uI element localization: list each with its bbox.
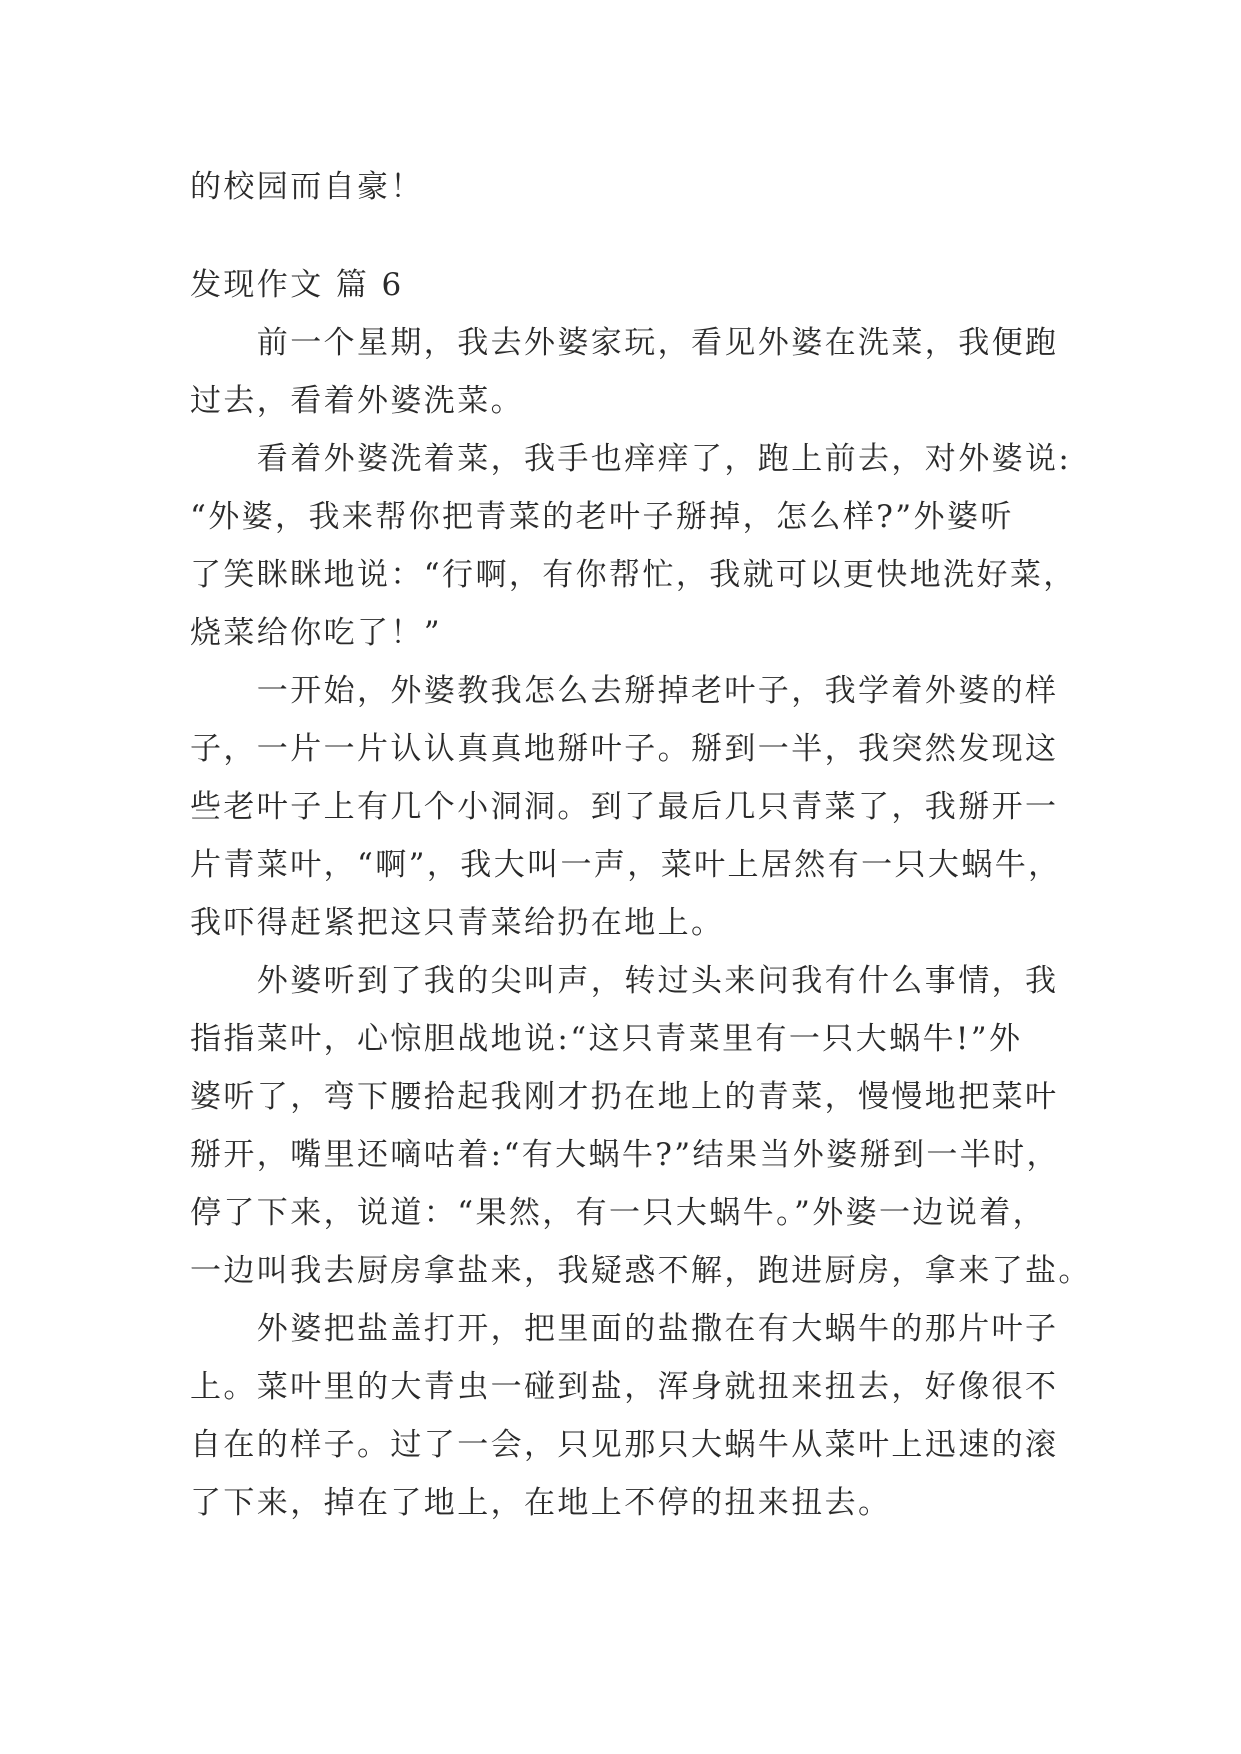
paragraph-line: 了笑眯眯地说：“行啊，有你帮忙，我就可以更快地洗好菜， [190,557,1077,593]
paragraph-1 [190,314,1060,430]
paragraph-line: 我吓得赶紧把这只青菜给扔在地上。 [190,905,725,941]
paragraph-line: 一边叫我去厨房拿盐来，我疑惑不解，跑进厨房，拿来了盐。 [190,1253,1092,1289]
paragraph-line: 看着外婆洗着菜，我手也痒痒了，跑上前去，对外婆说: [190,441,1072,477]
paragraph-line: 指指菜叶，心惊胆战地说:“这只青菜里有一只大蜗牛!”外 [190,1021,1023,1057]
paragraph-5 [190,1300,1060,1532]
paragraph-line: 上。菜叶里的大青虫一碰到盐，浑身就扭来扭去，好像很不 [190,1369,1059,1405]
document-body [190,158,1092,1532]
paragraph-line: 掰开，嘴里还嘀咕着:“有大蜗牛?”结果当外婆掰到一半时， [190,1137,1060,1173]
paragraph-line: 片青菜叶，“啊”，我大叫一声，菜叶上居然有一只大蜗牛， [190,847,1062,883]
section-title: 发现作文 篇 6 [190,267,404,303]
paragraph-3 [190,662,1060,952]
paragraph-line: 婆听了，弯下腰拾起我刚才扔在地上的青菜，慢慢地把菜叶 [190,1079,1059,1115]
top-fragment-line: 的校园而自豪！ [190,169,424,205]
section-gap [190,216,1060,256]
paragraph-4 [190,952,1092,1300]
paragraph-line: 前一个星期，我去外婆家玩，看见外婆在洗菜，我便跑 [190,325,1059,361]
paragraph-line: 了下来，掉在了地上，在地上不停的扭来扭去。 [190,1485,892,1521]
paragraph-line: “外婆，我来帮你把青菜的老叶子掰掉，怎么样?”外婆听 [190,499,1014,535]
paragraph-line: 自在的样子。过了一会，只见那只大蜗牛从菜叶上迅速的滚 [190,1427,1059,1463]
paragraph-line: 外婆把盐盖打开，把里面的盐撒在有大蜗牛的那片叶子 [190,1311,1059,1347]
paragraph-line: 过去，看着外婆洗菜。 [190,383,524,419]
paragraph-line: 些老叶子上有几个小洞洞。到了最后几只青菜了，我掰开一 [190,789,1059,825]
paragraph-line: 一开始，外婆教我怎么去掰掉老叶子，我学着外婆的样 [190,673,1059,709]
paragraph-line: 停了下来，说道：“果然，有一只大蜗牛。”外婆一边说着， [190,1195,1046,1231]
paragraph-2 [190,430,1077,662]
paragraph-line: 烧菜给你吃了！” [190,615,443,651]
paragraph-line: 子，一片一片认认真真地掰叶子。掰到一半，我突然发现这 [190,731,1059,767]
paragraph-line: 外婆听到了我的尖叫声，转过头来问我有什么事情，我 [190,963,1059,999]
